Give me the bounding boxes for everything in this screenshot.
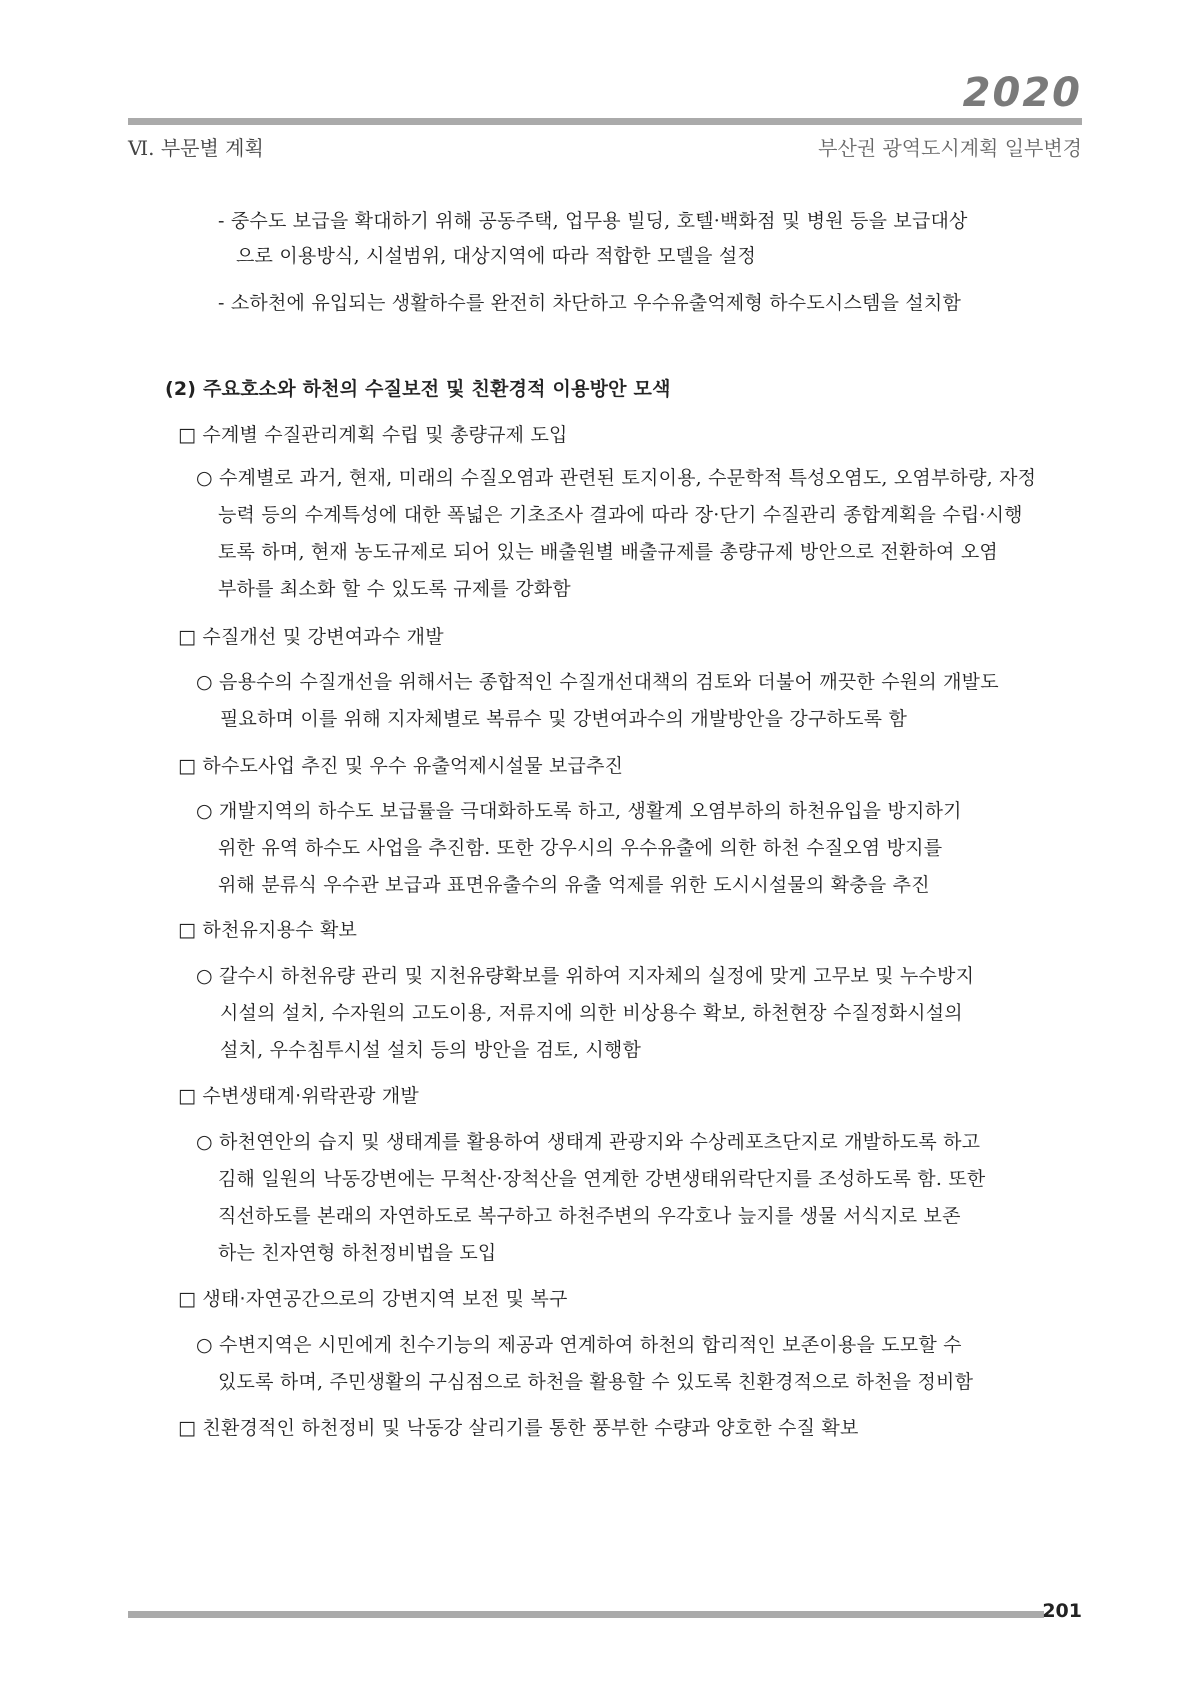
body-line: ○ 수계별로 과거, 현재, 미래의 수질오염과 관련된 토지이용, 수문학적 특성오염도, 오염부하량, 자정 [196,467,1037,489]
body-line: 직선하도를 본래의 자연하도로 복구하고 하천주변의 우각호나 늪지를 생물 서식지로 보존 [218,1205,961,1227]
subsection-item: □ 하천유지용수 확보 [178,919,358,941]
body-line: 부하를 최소화 할 수 있도록 규제를 강화함 [218,578,571,600]
chapter-title: Ⅵ. 부문별 계획 [128,136,264,160]
body-line: ○ 음용수의 수질개선을 위해서는 종합적인 수질개선대책의 검토와 더불어 깨끗한 수원의 개발도 [196,671,999,693]
body-line: 시설의 설치, 수자원의 고도이용, 저류지에 의한 비상용수 확보, 하천현장 수질정화시설의 [220,1002,963,1024]
body-line: 필요하며 이를 위해 지자체별로 복류수 및 강변여과수의 개발방안을 강구하도록 함 [220,708,907,730]
body-line: 하는 친자연형 하천정비법을 도입 [218,1242,497,1264]
body-line: ○ 갈수시 하천유량 관리 및 지천유량확보를 위하여 지자체의 실정에 맞게 고무보 및 누수방지 [196,965,975,987]
body-line: ○ 하천연안의 습지 및 생태계를 활용하여 생태계 관광지와 수상레포츠단지로 개발하도록 하고 [196,1131,981,1153]
body-line: 위한 유역 하수도 사업을 추진함. 또한 강우시의 우수유출에 의한 하천 수질오염 방지를 [218,837,943,859]
subsection-item: □ 수계별 수질관리계획 수립 및 총량규제 도입 [178,424,568,446]
body-line: ○ 수변지역은 시민에게 친수기능의 제공과 연계하여 하천의 합리적인 보존이용을 도모할 수 [196,1334,962,1356]
body-line: 능력 등의 수계특성에 대한 폭넓은 기초조사 결과에 따라 장·단기 수질관리 종합계획을 수립·시행 [218,504,1023,526]
body-line: 있도록 하며, 주민생활의 구심점으로 하천을 활용할 수 있도록 친환경적으로 하천을 정비함 [218,1371,974,1393]
body-line: 위해 분류식 우수관 보급과 표면유출수의 유출 억제를 위한 도시시설물의 확충을 추진 [218,874,930,896]
body-line: 설치, 우수침투시설 설치 등의 방안을 검토, 시행함 [220,1039,641,1061]
footer-divider [128,1611,1044,1618]
body-line: - 중수도 보급을 확대하기 위해 공동주택, 업무용 빌딩, 호텔·백화점 및 병원 등을 보급대상 [218,210,968,232]
subsection-item: □ 하수도사업 추진 및 우수 유출억제시설물 보급추진 [178,755,624,777]
subsection-item: □ 수질개선 및 강변여과수 개발 [178,626,444,648]
section-heading: (2) 주요호소와 하천의 수질보전 및 친환경적 이용방안 모색 [165,378,671,400]
body-line: ○ 개발지역의 하수도 보급률을 극대화하도록 하고, 생활계 오염부하의 하천유입을 방지하기 [196,800,962,822]
page-number: 201 [1042,1600,1082,1622]
document-year: 2020 [962,70,1082,116]
subsection-item: □ 수변생태계·위락관광 개발 [178,1085,419,1107]
document-title: 부산권 광역도시계획 일부변경 [818,136,1082,160]
subsection-item: □ 친환경적인 하천정비 및 낙동강 살리기를 통한 풍부한 수량과 양호한 수질 확보 [178,1417,859,1439]
header-divider [128,118,1082,125]
body-line: - 소하천에 유입되는 생활하수를 완전히 차단하고 우수유출억제형 하수도시스템을 설치함 [218,292,962,314]
subsection-item: □ 생태·자연공간으로의 강변지역 보전 및 복구 [178,1288,568,1310]
body-line: 으로 이용방식, 시설범위, 대상지역에 따라 적합한 모델을 설정 [236,245,757,267]
body-line: 김해 일원의 낙동강변에는 무척산·장척산을 연계한 강변생태위락단지를 조성하도록 함. 또한 [218,1168,986,1190]
body-line: 토록 하며, 현재 농도규제로 되어 있는 배출원별 배출규제를 총량규제 방안으로 전환하여 오염 [218,541,998,563]
